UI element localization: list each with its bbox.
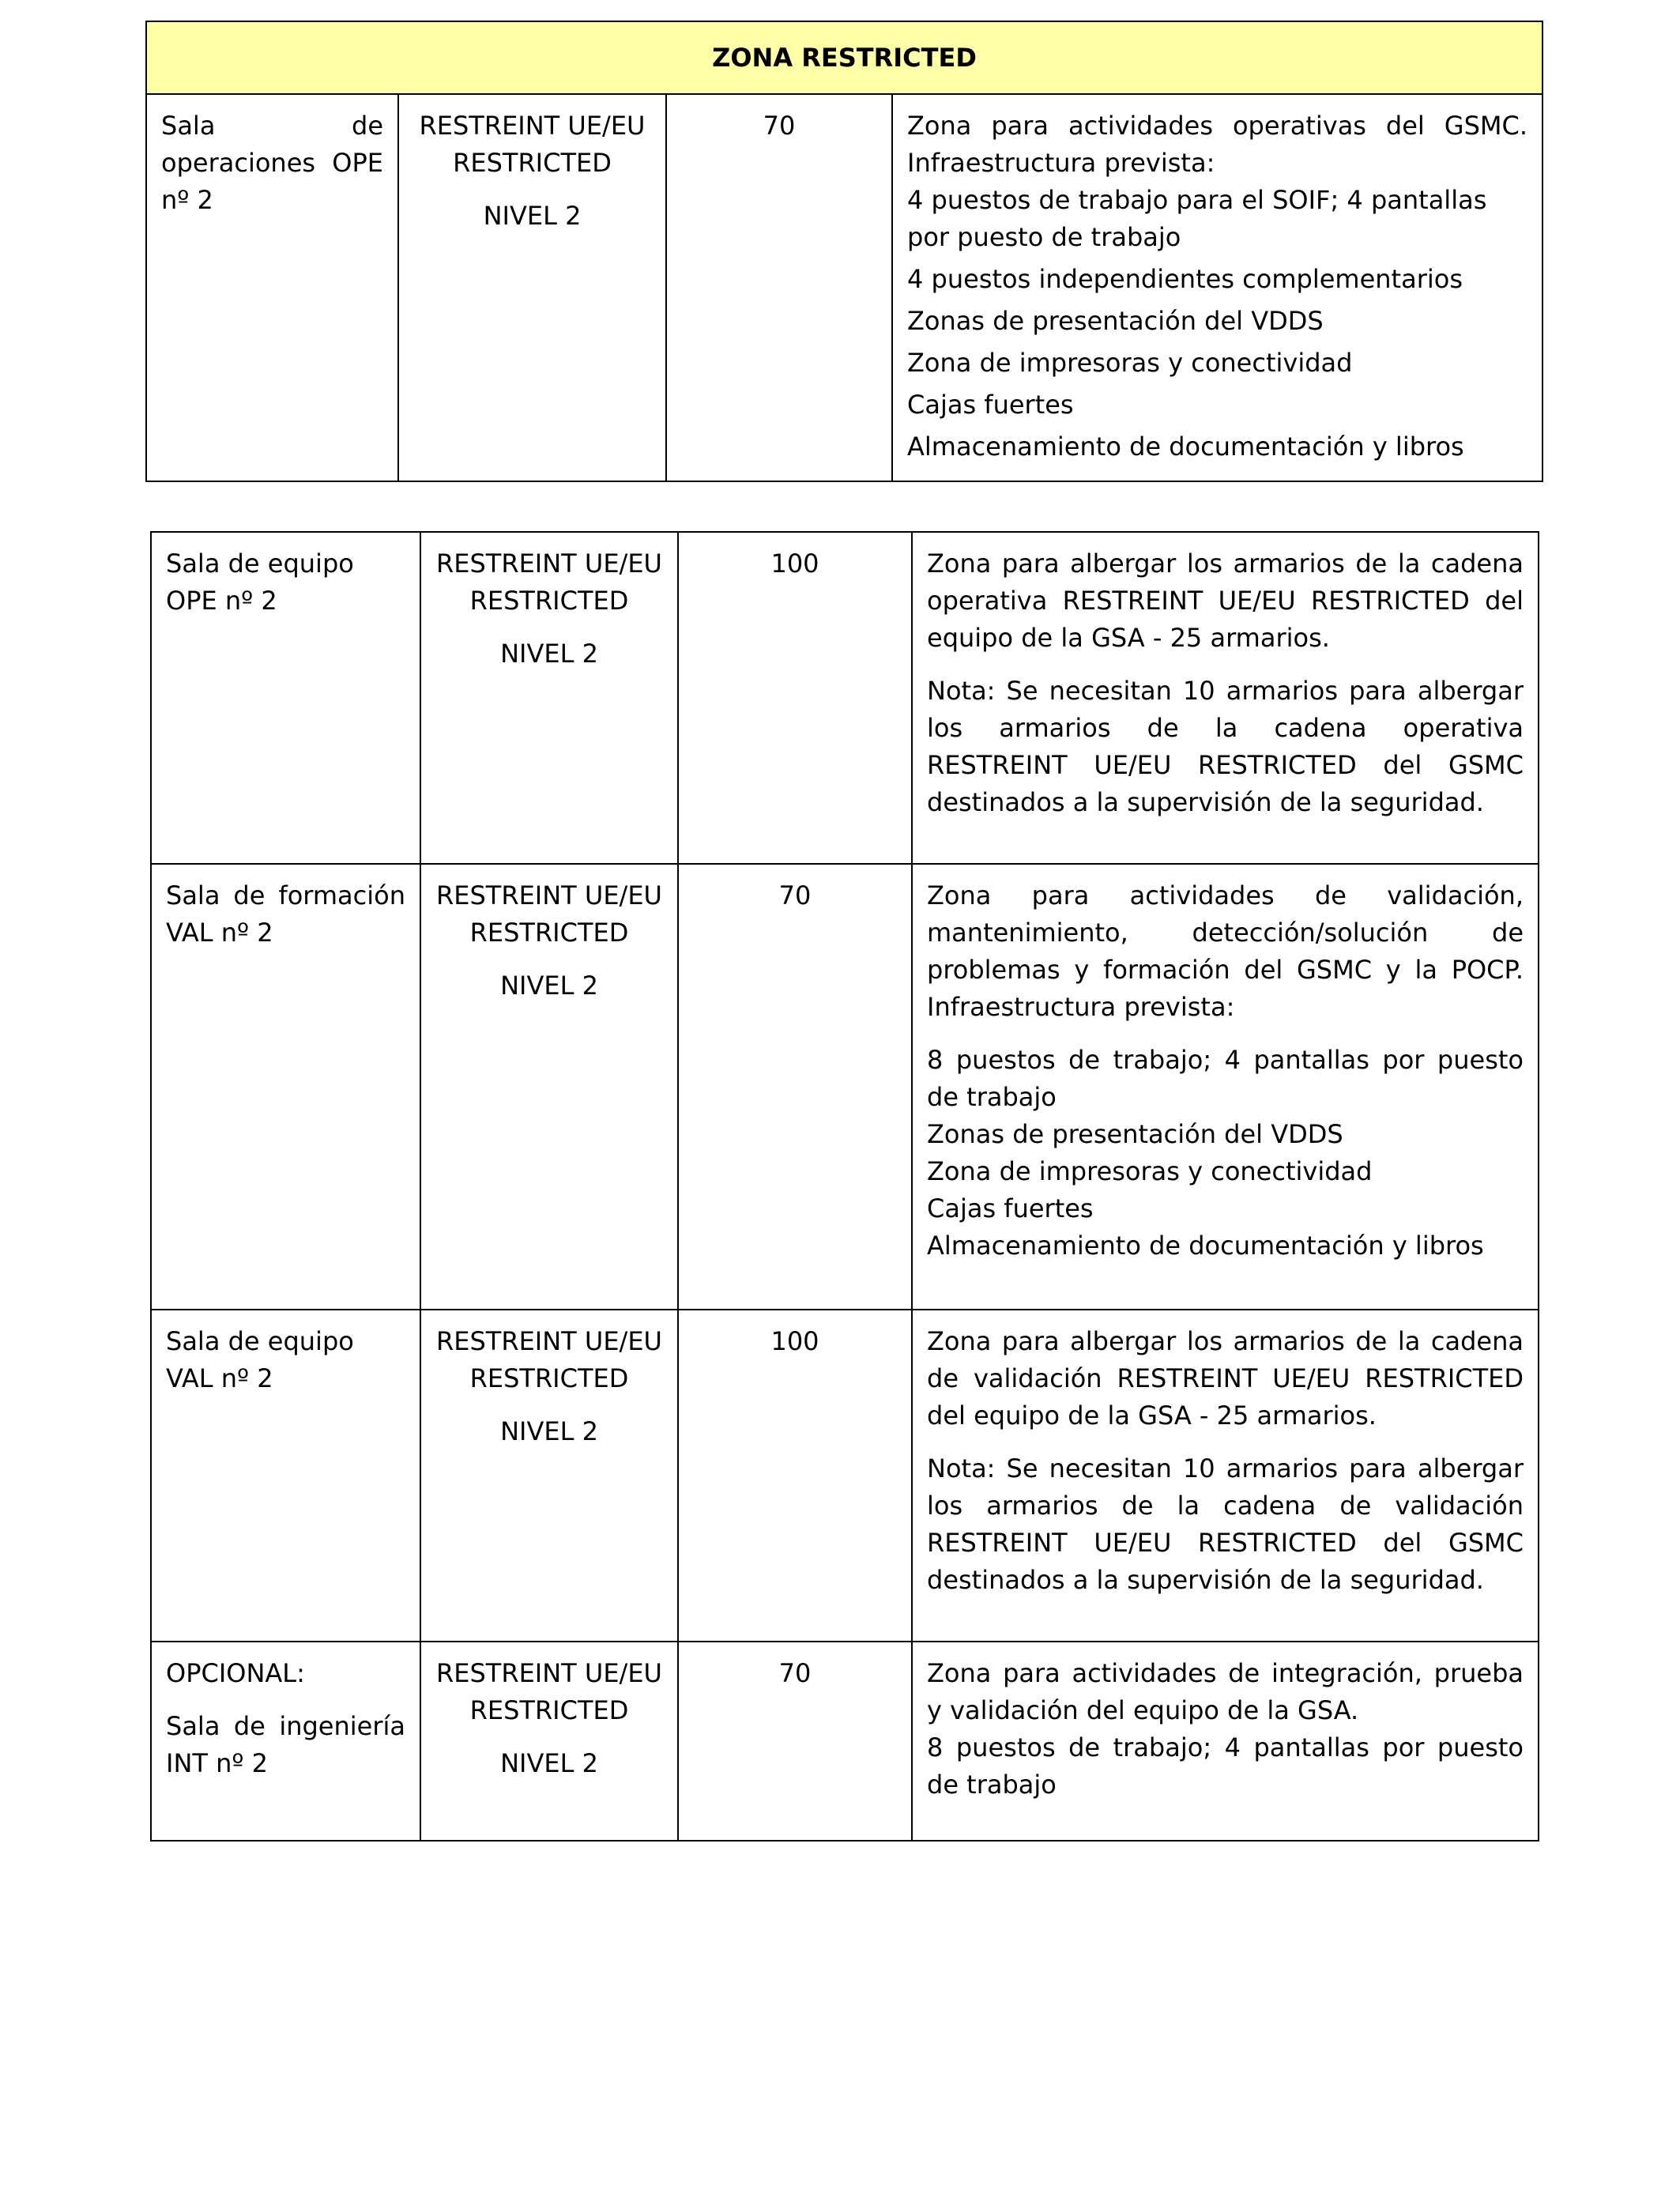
classification-level: NIVEL 2 [500,639,598,669]
room-name: Sala de equipo OPE nº 2 [166,548,354,616]
description-item: 8 puestos de trabajo; 4 pantallas por puesto de trabajo [927,1732,1524,1800]
table-row [146,94,1543,481]
description-cell [912,1642,1539,1841]
room-name: Sala de ingeniería INT nº 2 [166,1711,405,1778]
classification-cell [420,864,678,1310]
description-text: Zona para albergar los armarios de la cadena de validación RESTREINT UE/EU RESTRICTED del equipo de la GSA - 25 armarios. [927,1326,1524,1431]
classification-cell [420,1310,678,1642]
room-name-cell [151,1310,420,1642]
description-item: Zonas de presentación del VDDS [927,1119,1343,1149]
classification-label: RESTREINT UE/EU RESTRICTED [419,111,646,178]
room-name: Sala de equipo VAL nº 2 [166,1326,354,1393]
classification-label: RESTREINT UE/EU RESTRICTED [436,1326,662,1393]
classification-level: NIVEL 2 [500,1748,598,1778]
room-name-cell [151,532,420,864]
description-item: Almacenamiento de documentación y libros [907,432,1464,462]
description-text: Zona para albergar los armarios de la cadena operativa RESTREINT UE/EU RESTRICTED del equipo de la GSA - 25 armarios. [927,548,1524,653]
area-value: 70 [778,1658,812,1688]
description-intro: Zona para actividades operativas del GSMC. Infraestructura prevista: [907,111,1527,178]
table-row [151,1642,1539,1841]
description-item: Cajas fuertes [907,390,1074,420]
table-row [151,1310,1539,1642]
classification-cell [420,532,678,864]
description-item: 8 puestos de trabajo; 4 pantallas por puesto de trabajo [927,1045,1524,1112]
description-item: 4 puestos de trabajo para el SOIF; 4 pantallas por puesto de trabajo [907,185,1487,252]
description-item: Zona de impresoras y conectividad [927,1156,1373,1186]
area-value: 100 [770,548,819,579]
description-note: Nota: Se necesitan 10 armarios para albergar los armarios de la cadena de validación RESTREINT UE/EU RESTRICTED del GSMC destinados a la supervisión de la seguridad. [927,1453,1524,1595]
description-cell [912,532,1539,864]
classification-label: RESTREINT UE/EU RESTRICTED [436,548,662,616]
room-name-cell [146,94,398,481]
area-cell [678,1310,912,1642]
zona-restricted-table [145,21,1543,482]
description-item: Cajas fuertes [927,1193,1094,1223]
description-text: Zona para actividades de validación, mantenimiento, detección/solución de problemas y formación del GSMC y la POCP. Infraestructura prevista: [927,880,1524,1022]
classification-cell [398,94,666,481]
description-item: 4 puestos independientes complementarios [907,264,1463,294]
classification-label: RESTREINT UE/EU RESTRICTED [436,1658,662,1725]
classification-label: RESTREINT UE/EU RESTRICTED [436,880,662,948]
classification-level: NIVEL 2 [500,971,598,1001]
room-name-cell [151,864,420,1310]
area-cell [666,94,892,481]
description-item: Zona de impresoras y conectividad [907,348,1353,378]
description-note: Nota: Se necesitan 10 armarios para albergar los armarios de la cadena operativa RESTREINT UE/EU RESTRICTED del GSMC destinados a la supervisión de la seguridad. [927,676,1524,817]
area-value: 100 [770,1326,819,1356]
rooms-table [150,531,1539,1842]
area-cell [678,864,912,1310]
area-cell [678,532,912,864]
room-name: Sala de formación VAL nº 2 [166,880,405,948]
zone-title: ZONA RESTRICTED [146,21,1543,94]
description-text: Zona para actividades de integración, prueba y validación del equipo de la GSA. [927,1658,1524,1725]
room-name: Sala de operaciones OPE nº 2 [161,111,383,215]
description-cell [912,1310,1539,1642]
description-item: Zonas de presentación del VDDS [907,306,1324,336]
description-cell [912,864,1539,1310]
description-cell [892,94,1543,481]
classification-level: NIVEL 2 [500,1416,598,1446]
table-row [151,864,1539,1310]
table-row [151,532,1539,864]
area-value: 70 [778,880,812,910]
room-name-cell [151,1642,420,1841]
classification-cell [420,1642,678,1841]
area-value: 70 [763,111,796,141]
area-cell [678,1642,912,1841]
classification-level: NIVEL 2 [483,201,582,231]
description-item: Almacenamiento de documentación y libros [927,1231,1484,1261]
room-prefix: OPCIONAL: [166,1658,305,1688]
